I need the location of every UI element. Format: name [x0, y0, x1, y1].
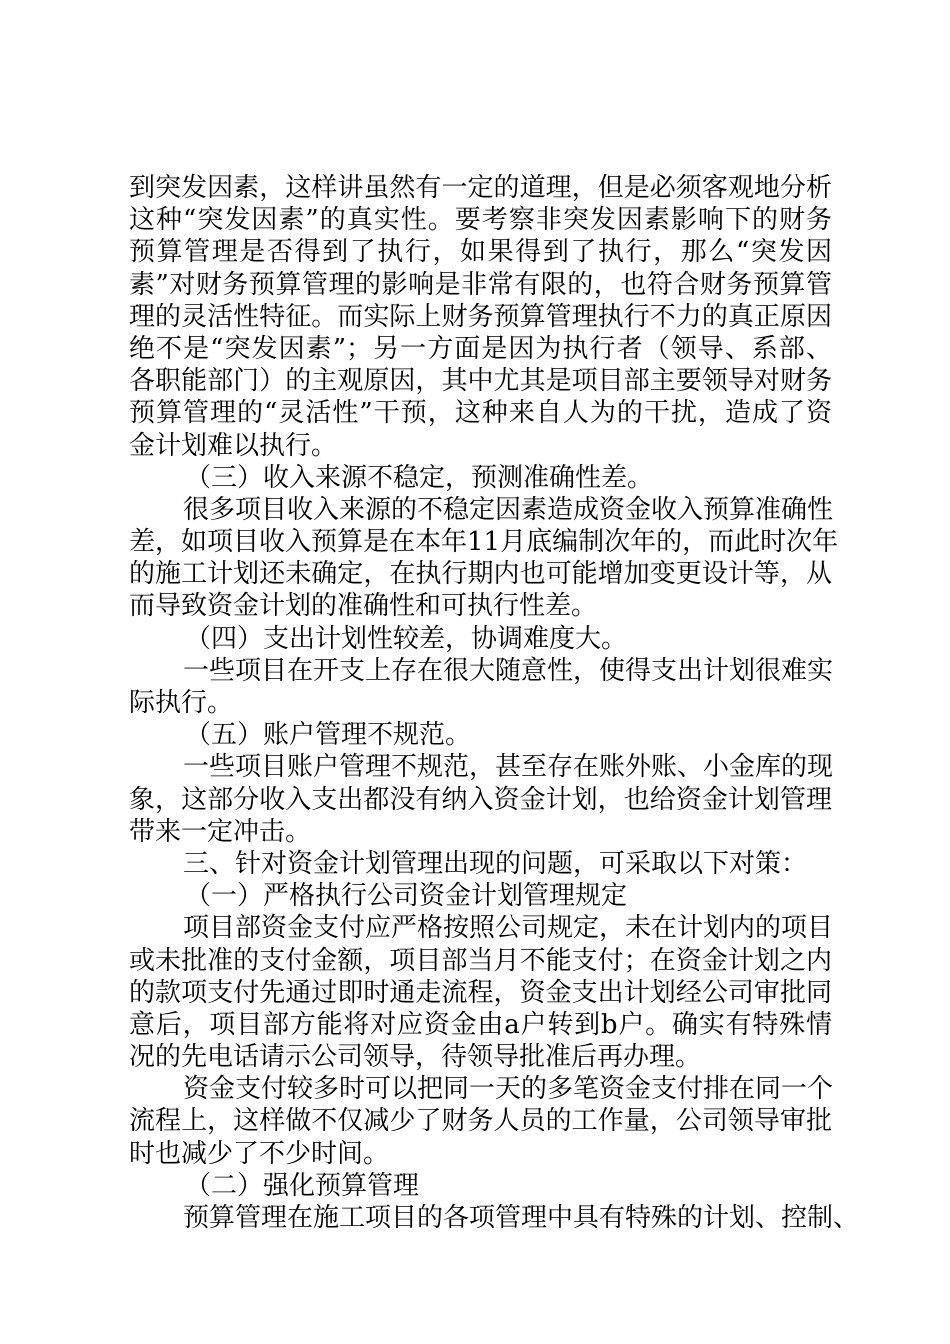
text-line: 绝不是“突发因素”；另一方面是因为执行者（领导、系部、: [129, 333, 832, 364]
text-line: 各职能部门）的主观原因，其中尤其是项目部主要领导对财务: [129, 366, 832, 397]
text-line: 带来一定冲击。: [129, 816, 312, 847]
text-line: 一些项目在开支上存在很大随意性，使得支出计划很难实: [183, 655, 834, 686]
text-line: 意后，项目部方能将对应资金由a户转到b户。确实有特殊情: [129, 1009, 832, 1040]
text-line: 素”对财务预算管理的影响是非常有限的，也符合财务预算管: [129, 269, 832, 300]
text-line: 时也减少了不少时间。: [129, 1138, 390, 1169]
text-line: 一些项目账户管理不规范，甚至存在账外账、小金库的现: [183, 752, 834, 783]
text-line: 的施工计划还未确定，在执行期内也可能增加变更设计等，从: [129, 559, 832, 590]
text-line: 象，这部分收入支出都没有纳入资金计划，也给资金计划管理: [129, 784, 832, 815]
text-line: 到突发因素，这样讲虽然有一定的道理，但是必须客观地分析: [129, 173, 832, 203]
text-line: 理的灵活性特征。而实际上财务预算管理执行不力的真正原因: [129, 301, 832, 332]
text-line: 资金支付较多时可以把同一天的多笔资金支付排在同一个: [183, 1074, 834, 1105]
section-heading: （四）支出计划性较差，协调难度大。: [185, 623, 628, 654]
document-body: [129, 172, 860, 1234]
text-line: 预算管理是否得到了执行，如果得到了执行，那么“突发因: [129, 237, 832, 268]
text-line: 流程上，这样做不仅减少了财务人员的工作量，公司领导审批: [129, 1106, 832, 1137]
section-heading: （五）账户管理不规范。: [185, 720, 472, 751]
text-line: 而导致资金计划的准确性和可执行性差。: [129, 591, 598, 622]
text-line: 际执行。: [129, 688, 234, 718]
text-line: 金计划难以执行。: [129, 430, 338, 461]
section-heading: （一）严格执行公司资金计划管理规定: [185, 881, 628, 912]
text-line: 预算管理的“灵活性”干预，这种来自人为的干扰，造成了资: [129, 398, 832, 429]
text-line: 预算管理在施工项目的各项管理中具有特殊的计划、控制、: [183, 1203, 860, 1233]
text-line: 或未批准的支付金额，项目部当月不能支付；在资金计划之内: [129, 945, 832, 976]
text-line: 很多项目收入来源的不稳定因素造成资金收入预算准确性: [183, 494, 834, 525]
text-line: 的款项支付先通过即时通走流程，资金支出计划经公司审批同: [129, 977, 832, 1008]
text-line: 差，如项目收入预算是在本年11月底编制次年的，而此时次年: [129, 527, 839, 558]
section-heading: （二）强化预算管理: [185, 1170, 420, 1201]
section-heading: （三）收入来源不稳定，预测准确性差。: [185, 462, 654, 493]
text-line: 况的先电话请示公司领导，待领导批准后再办理。: [129, 1042, 702, 1073]
text-line: 项目部资金支付应严格按照公司规定，未在计划内的项目: [183, 913, 834, 944]
text-line: 这种“突发因素”的真实性。要考察非突发因素影响下的财务: [129, 205, 832, 236]
section-heading: 三、针对资金计划管理出现的问题，可采取以下对策：: [183, 848, 808, 879]
